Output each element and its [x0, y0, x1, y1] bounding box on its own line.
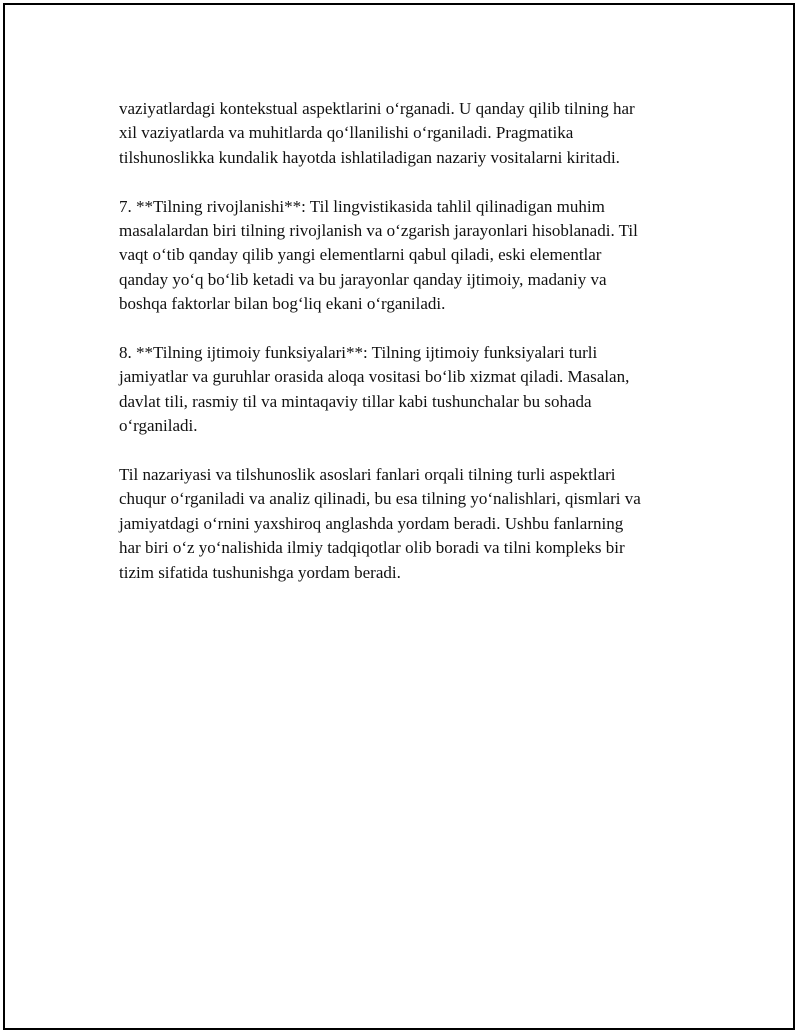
- text-line: qanday yo‘q bo‘lib ketadi va bu jarayonlar qanday ijtimoiy, madaniy va: [119, 269, 607, 289]
- paragraph-language-development: [119, 195, 719, 317]
- text-line: davlat tili, rasmiy til va mintaqaviy tillar kabi tushunchalar bu sohada: [119, 391, 592, 411]
- text-line: masalalardan biri tilning rivojlanish va o‘zgarish jarayonlari hisoblanadi. Til: [119, 221, 638, 241]
- paragraph-pragmatics-continuation: [119, 97, 719, 170]
- paragraph-conclusion: [119, 463, 719, 585]
- text-line: jamiyatdagi o‘rnini yaxshiroq anglashda yordam beradi. Ushbu fanlarning: [119, 513, 624, 533]
- text-line: o‘rganiladi.: [119, 416, 198, 436]
- text-line: xil vaziyatlarda va muhitlarda qo‘llanilishi o‘rganiladi. Pragmatika: [119, 123, 574, 143]
- document-page: [3, 3, 795, 1030]
- text-line: har biri o‘z yo‘nalishida ilmiy tadqiqotlar olib boradi va tilni kompleks bir: [119, 538, 625, 558]
- text-line: Til nazariyasi va tilshunoslik asoslari fanlari orqali tilning turli aspektlari: [119, 465, 616, 485]
- text-line: tilshunoslikka kundalik hayotda ishlatiladigan nazariy vositalarni kiritadi.: [119, 147, 620, 167]
- text-line: vaziyatlardagi kontekstual aspektlarini o‘rganadi. U qanday qilib tilning har: [119, 99, 635, 118]
- text-line: 8. **Tilning ijtimoiy funksiyalari**: Tilning ijtimoiy funksiyalari turli: [119, 343, 598, 363]
- text-line: tizim sifatida tushunishga yordam beradi.: [119, 562, 401, 582]
- document-body: [119, 97, 719, 609]
- text-line: boshqa faktorlar bilan bog‘liq ekani o‘rganiladi.: [119, 294, 446, 314]
- text-line: chuqur o‘rganiladi va analiz qilinadi, bu esa tilning yo‘nalishlari, qismlari va: [119, 489, 641, 509]
- text-line: vaqt o‘tib qanday qilib yangi elementlarni qabul qiladi, eski elementlar: [119, 245, 602, 265]
- text-line: jamiyatlar va guruhlar orasida aloqa vositasi bo‘lib xizmat qiladi. Masalan,: [119, 367, 630, 387]
- paragraph-social-functions: [119, 341, 719, 439]
- text-line: 7. **Tilning rivojlanishi**: Til lingvistikasida tahlil qilinadigan muhim: [119, 196, 605, 216]
